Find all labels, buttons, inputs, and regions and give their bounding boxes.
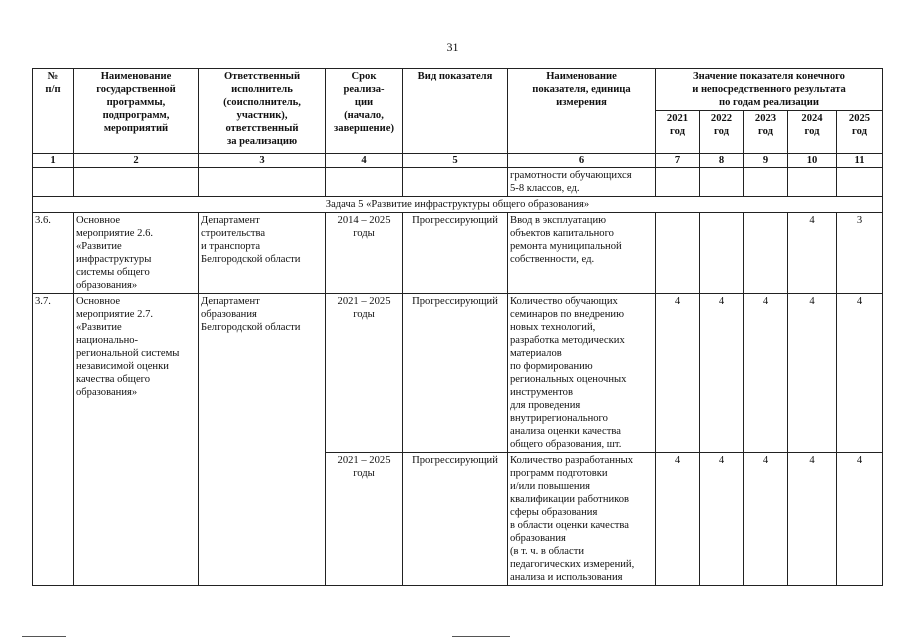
value-2025: 3	[837, 213, 883, 294]
term: 2014 – 2025 годы	[326, 213, 403, 294]
col-number: 6	[508, 154, 656, 168]
col-number: 3	[199, 154, 326, 168]
event-name: Основное мероприятие 2.6. «Развитие инфраструктуры системы общего образования»	[74, 213, 199, 294]
continuation-row	[33, 168, 883, 197]
value-2024: 4	[788, 453, 837, 586]
value-2023: 4	[744, 453, 788, 586]
value-2021: 4	[656, 294, 700, 453]
indicators-table	[32, 68, 883, 586]
scan-artifact	[22, 636, 66, 637]
col-number: 8	[700, 154, 744, 168]
value-2023	[744, 213, 788, 294]
value-2022	[700, 213, 744, 294]
col-number: 2	[74, 154, 199, 168]
term: 2021 – 2025 годы	[326, 453, 403, 586]
col-number: 1	[33, 154, 74, 168]
header-year: 2021 год	[656, 111, 700, 154]
col-number: 11	[837, 154, 883, 168]
header-indicator-type: Вид показателя	[403, 69, 508, 154]
indicator-name: Количество обучающих семинаров по внедрению новых технологий, разработка методических материалов по формированию региональных оценочных инструментов для проведения внутрирегионального анализа оценки качества общего образования, шт.	[508, 294, 656, 453]
col-number: 5	[403, 154, 508, 168]
task-title: Задача 5 «Развитие инфраструктуры общего образования»	[33, 197, 883, 213]
term: 2021 – 2025 годы	[326, 294, 403, 453]
value-2025: 4	[837, 294, 883, 453]
column-numbers-row	[33, 154, 883, 168]
header-indicator-name: Наименование показателя, единица измерения	[508, 69, 656, 154]
header-term: Срок реализа- ции (начало, завершение)	[326, 69, 403, 154]
col-number: 4	[326, 154, 403, 168]
header-num: № п/п	[33, 69, 74, 154]
col-number: 9	[744, 154, 788, 168]
value-2022: 4	[700, 294, 744, 453]
header-year: 2025 год	[837, 111, 883, 154]
header-year: 2024 год	[788, 111, 837, 154]
value-2022: 4	[700, 453, 744, 586]
value-2024: 4	[788, 294, 837, 453]
scan-artifact	[452, 636, 510, 637]
row-number: 3.7.	[33, 294, 74, 586]
value-2021: 4	[656, 453, 700, 586]
table-row	[33, 294, 883, 453]
header-year: 2023 год	[744, 111, 788, 154]
col-number: 10	[788, 154, 837, 168]
value-2024: 4	[788, 213, 837, 294]
header-program-name: Наименование государственной программы, подпрограмм, мероприятий	[74, 69, 199, 154]
header-year: 2022 год	[700, 111, 744, 154]
executor: Департамент строительства и транспорта Белгородской области	[199, 213, 326, 294]
event-name: Основное мероприятие 2.7. «Развитие национально- региональной системы независимой оценки качества общего образования»	[74, 294, 199, 586]
executor: Департамент образования Белгородской области	[199, 294, 326, 586]
table-row	[33, 213, 883, 294]
task-row	[33, 197, 883, 213]
header-executor: Ответственный исполнитель (соисполнитель, участник), ответственный за реализацию	[199, 69, 326, 154]
value-2025: 4	[837, 453, 883, 586]
header-values-group: Значение показателя конечного и непосредственного результата по годам реализации	[656, 69, 883, 111]
header-row-1	[33, 69, 883, 111]
indicator-type: Прогрессирующий	[403, 213, 508, 294]
row-number: 3.6.	[33, 213, 74, 294]
indicator-type: Прогрессирующий	[403, 453, 508, 586]
indicator-name: Ввод в эксплуатацию объектов капитального ремонта муниципальной собственности, ед.	[508, 213, 656, 294]
value-2023: 4	[744, 294, 788, 453]
col-number: 7	[656, 154, 700, 168]
indicator-type: Прогрессирующий	[403, 294, 508, 453]
page-number: 31	[446, 40, 459, 54]
indicator-name: Количество разработанных программ подготовки и/или повышения квалификации работников сферы образования в области оценки качества образования (в т. ч. в области педагогических измерений, анализа и использования	[508, 453, 656, 586]
indicator-name: грамотности обучающихся 5-8 классов, ед.	[508, 168, 656, 197]
value-2021	[656, 213, 700, 294]
